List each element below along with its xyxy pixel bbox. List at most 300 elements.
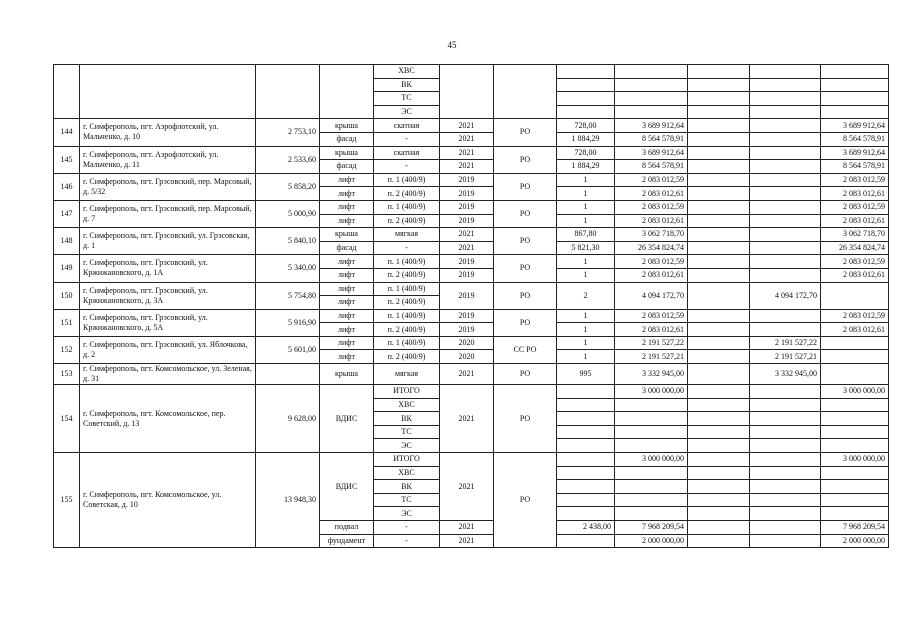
cell-quantity: 1 bbox=[557, 187, 615, 201]
cell-number: 153 bbox=[54, 364, 80, 385]
cell-area: 5 340,00 bbox=[256, 255, 320, 282]
cell-work-type: п. 1 (400/9) bbox=[374, 309, 440, 323]
cell-quantity: 1 bbox=[557, 200, 615, 214]
cell-source: РО bbox=[494, 282, 557, 309]
cell-address: г. Симферополь, пгт. Комсомольское, ул. Советская, д. 10 bbox=[80, 453, 256, 548]
cell-cost bbox=[615, 92, 688, 106]
cell-quantity: 5 821,30 bbox=[557, 241, 615, 255]
cell-cost-1 bbox=[688, 336, 750, 350]
cell-cost-2 bbox=[750, 132, 821, 146]
cell-element: лифт bbox=[320, 268, 374, 282]
cell-quantity bbox=[557, 385, 615, 399]
cell-address: г. Симферополь, пгт. Грэсовский, ул. Кржижановского, д. 5А bbox=[80, 309, 256, 336]
cell-quantity bbox=[557, 105, 615, 119]
cell-cost-3: 2 083 012,61 bbox=[821, 214, 889, 228]
cell-element: фасад bbox=[320, 241, 374, 255]
cell-number bbox=[54, 65, 80, 119]
cell-address: г. Симферополь, пгт. Аэрофлотский, ул. Мальченко, д. 10 bbox=[80, 119, 256, 146]
cell-cost bbox=[615, 466, 688, 480]
cell-cost bbox=[615, 439, 688, 453]
cell-cost: 4 094 172,70 bbox=[615, 282, 688, 309]
cell-work-type: ИТОГО bbox=[374, 453, 440, 467]
cell-work-type: п. 2 (400/9) bbox=[374, 323, 440, 337]
cell-area: 5 000,90 bbox=[256, 200, 320, 227]
cell-cost-1 bbox=[688, 228, 750, 242]
cell-cost-1 bbox=[688, 398, 750, 412]
cell-cost-1 bbox=[688, 268, 750, 282]
cell-address: г. Симферополь, пгт. Грэсовский, ул. Кржижановского, д. 3А bbox=[80, 282, 256, 309]
cell-source: РО bbox=[494, 364, 557, 385]
cell-cost-2 bbox=[750, 119, 821, 133]
cell-cost-2 bbox=[750, 200, 821, 214]
cell-quantity bbox=[557, 507, 615, 521]
cell-cost-1 bbox=[688, 173, 750, 187]
cell-cost: 2 191 527,22 bbox=[615, 336, 688, 350]
cell-quantity bbox=[557, 65, 615, 79]
cell-work-type: п. 2 (400/9) bbox=[374, 187, 440, 201]
cell-cost-3: 2 083 012,59 bbox=[821, 309, 889, 323]
cell-work-type: - bbox=[374, 160, 440, 174]
cell-quantity: 1 bbox=[557, 309, 615, 323]
cell-year bbox=[440, 65, 494, 119]
cell-cost: 2 000 000,00 bbox=[615, 534, 688, 548]
cell-source bbox=[494, 65, 557, 119]
cell-cost-3 bbox=[821, 466, 889, 480]
cell-cost-1 bbox=[688, 323, 750, 337]
cell-work-type: ВК bbox=[374, 480, 440, 494]
table-row bbox=[54, 385, 889, 399]
cell-cost-2 bbox=[750, 453, 821, 467]
cell-work-type: п. 2 (400/9) bbox=[374, 350, 440, 364]
cell-cost-2 bbox=[750, 65, 821, 79]
cell-work-type: п. 1 (400/9) bbox=[374, 336, 440, 350]
cell-element: лифт bbox=[320, 309, 374, 323]
cell-cost-2 bbox=[750, 241, 821, 255]
cell-cost-1 bbox=[688, 412, 750, 426]
cell-cost bbox=[615, 493, 688, 507]
cell-cost-3 bbox=[821, 439, 889, 453]
cell-quantity: 1 bbox=[557, 336, 615, 350]
cell-cost-2 bbox=[750, 228, 821, 242]
cell-cost-2: 2 191 527,21 bbox=[750, 350, 821, 364]
cell-year: 2021 bbox=[440, 453, 494, 521]
cell-cost-1 bbox=[688, 385, 750, 399]
page-number: 45 bbox=[447, 40, 457, 50]
cell-cost-3: 2 083 012,59 bbox=[821, 173, 889, 187]
cell-area bbox=[256, 364, 320, 385]
cell-year: 2021 bbox=[440, 385, 494, 453]
cell-work-type: п. 1 (400/9) bbox=[374, 255, 440, 269]
cell-cost: 26 354 824,74 bbox=[615, 241, 688, 255]
cell-cost-3: 3 689 912,64 bbox=[821, 146, 889, 160]
cell-element: лифт bbox=[320, 336, 374, 350]
cell-cost-3: 2 083 012,59 bbox=[821, 200, 889, 214]
cell-year: 2019 bbox=[440, 268, 494, 282]
cell-work-type: ВК bbox=[374, 78, 440, 92]
cell-work-type: - bbox=[374, 521, 440, 535]
cell-cost-1 bbox=[688, 282, 750, 309]
cell-quantity: 1 bbox=[557, 173, 615, 187]
cell-element: лифт bbox=[320, 187, 374, 201]
cell-quantity: 1 bbox=[557, 268, 615, 282]
cell-cost-3 bbox=[821, 425, 889, 439]
cell-cost: 2 083 012,59 bbox=[615, 200, 688, 214]
table-row bbox=[54, 364, 889, 385]
table-body bbox=[54, 65, 889, 548]
cell-cost-2 bbox=[750, 309, 821, 323]
cell-cost-3: 26 354 824,74 bbox=[821, 241, 889, 255]
cell-cost bbox=[615, 65, 688, 79]
cell-cost-3: 2 083 012,61 bbox=[821, 323, 889, 337]
cell-work-type: ТС bbox=[374, 493, 440, 507]
cell-cost-1 bbox=[688, 255, 750, 269]
cell-cost-1 bbox=[688, 439, 750, 453]
cell-work-type: п. 1 (400/9) bbox=[374, 200, 440, 214]
cell-quantity: 1 bbox=[557, 350, 615, 364]
cell-address bbox=[80, 65, 256, 119]
cell-work-type: п. 2 (400/9) bbox=[374, 296, 440, 310]
cell-cost: 2 083 012,61 bbox=[615, 214, 688, 228]
cell-work-type: - bbox=[374, 241, 440, 255]
cell-year: 2021 bbox=[440, 228, 494, 242]
table-row bbox=[54, 119, 889, 133]
cell-work-type: ЭС bbox=[374, 439, 440, 453]
cell-element: лифт bbox=[320, 350, 374, 364]
cell-cost bbox=[615, 507, 688, 521]
cell-cost-2 bbox=[750, 146, 821, 160]
cell-element: крыша bbox=[320, 364, 374, 385]
table-row bbox=[54, 228, 889, 242]
cell-source: РО bbox=[494, 453, 557, 548]
cell-quantity: 728,00 bbox=[557, 119, 615, 133]
cell-cost-3 bbox=[821, 507, 889, 521]
cell-cost-3 bbox=[821, 105, 889, 119]
cell-quantity: 2 bbox=[557, 282, 615, 309]
cell-work-type: ЭС bbox=[374, 507, 440, 521]
cell-address: г. Симферополь, пгт. Грэсовский, ул. Яблочкова, д. 2 bbox=[80, 336, 256, 363]
cell-cost: 2 083 012,61 bbox=[615, 323, 688, 337]
cell-cost-1 bbox=[688, 214, 750, 228]
cell-cost-2 bbox=[750, 323, 821, 337]
cell-quantity bbox=[557, 92, 615, 106]
cell-element: крыша bbox=[320, 119, 374, 133]
cell-year: 2021 bbox=[440, 146, 494, 160]
cell-cost: 2 191 527,21 bbox=[615, 350, 688, 364]
cell-source: РО bbox=[494, 119, 557, 146]
cell-element: фасад bbox=[320, 160, 374, 174]
table-row bbox=[54, 173, 889, 187]
cell-quantity: 1 bbox=[557, 214, 615, 228]
cell-cost-3: 2 083 012,59 bbox=[821, 255, 889, 269]
cell-element: подвал bbox=[320, 521, 374, 535]
cell-cost-3 bbox=[821, 282, 889, 309]
cell-element: лифт bbox=[320, 282, 374, 296]
cell-cost-1 bbox=[688, 78, 750, 92]
cell-year: 2021 bbox=[440, 521, 494, 535]
table-row bbox=[54, 309, 889, 323]
cell-cost-3 bbox=[821, 364, 889, 385]
cell-cost: 7 968 209,54 bbox=[615, 521, 688, 535]
cell-source: РО bbox=[494, 255, 557, 282]
cell-cost-3: 3 000 000,00 bbox=[821, 453, 889, 467]
cell-cost-2 bbox=[750, 507, 821, 521]
cell-work-type: п. 1 (400/9) bbox=[374, 173, 440, 187]
cell-cost-3: 7 968 209,54 bbox=[821, 521, 889, 535]
cell-cost bbox=[615, 78, 688, 92]
cell-cost bbox=[615, 412, 688, 426]
cell-area: 5 916,90 bbox=[256, 309, 320, 336]
cell-year: 2021 bbox=[440, 534, 494, 548]
cell-cost-2 bbox=[750, 187, 821, 201]
cell-cost: 3 000 000,00 bbox=[615, 453, 688, 467]
cell-cost-2 bbox=[750, 534, 821, 548]
cell-cost-1 bbox=[688, 534, 750, 548]
cell-cost: 3 000 000,00 bbox=[615, 385, 688, 399]
cell-cost-1 bbox=[688, 200, 750, 214]
cell-source: СС РО bbox=[494, 336, 557, 363]
cell-element: крыша bbox=[320, 228, 374, 242]
cell-quantity: 2 438,00 bbox=[557, 521, 615, 535]
cell-cost-3: 3 689 912,64 bbox=[821, 119, 889, 133]
cell-quantity bbox=[557, 453, 615, 467]
cell-cost-2 bbox=[750, 173, 821, 187]
cell-cost-1 bbox=[688, 146, 750, 160]
cell-quantity bbox=[557, 78, 615, 92]
cell-cost-1 bbox=[688, 309, 750, 323]
cell-cost-1 bbox=[688, 466, 750, 480]
cell-cost-2 bbox=[750, 385, 821, 399]
cell-area: 5 858,20 bbox=[256, 173, 320, 200]
cell-cost: 2 083 012,61 bbox=[615, 268, 688, 282]
cell-element: лифт bbox=[320, 200, 374, 214]
cell-cost-2 bbox=[750, 268, 821, 282]
cell-area: 5 754,80 bbox=[256, 282, 320, 309]
cell-element bbox=[320, 65, 374, 119]
cell-address: г. Симферополь, пгт. Комсомольское, пер. Советский, д. 13 bbox=[80, 385, 256, 453]
cell-cost-1 bbox=[688, 105, 750, 119]
cell-cost bbox=[615, 425, 688, 439]
cell-cost-3 bbox=[821, 336, 889, 350]
cell-year: 2019 bbox=[440, 187, 494, 201]
cell-work-type: ХВС bbox=[374, 398, 440, 412]
cell-work-type: - bbox=[374, 132, 440, 146]
cell-address: г. Симферополь, пгт. Грэсовский, пер. Марсовый, д. 5/32 bbox=[80, 173, 256, 200]
cell-element: фасад bbox=[320, 132, 374, 146]
cell-source: РО bbox=[494, 173, 557, 200]
cell-cost-2 bbox=[750, 425, 821, 439]
cell-cost-2 bbox=[750, 214, 821, 228]
cell-cost-1 bbox=[688, 480, 750, 494]
capital-repair-table bbox=[53, 64, 889, 548]
cell-quantity: 1 884,29 bbox=[557, 132, 615, 146]
cell-cost-2 bbox=[750, 255, 821, 269]
cell-cost-2 bbox=[750, 480, 821, 494]
cell-source: РО bbox=[494, 309, 557, 336]
cell-cost-1 bbox=[688, 350, 750, 364]
cell-number: 147 bbox=[54, 200, 80, 227]
cell-year: 2019 bbox=[440, 214, 494, 228]
cell-address: г. Симферополь, пгт. Грэсовский, пер. Марсовый, д. 7 bbox=[80, 200, 256, 227]
cell-cost-2 bbox=[750, 466, 821, 480]
cell-work-type: ЭС bbox=[374, 105, 440, 119]
cell-area: 2 753,10 bbox=[256, 119, 320, 146]
cell-cost: 2 083 012,59 bbox=[615, 173, 688, 187]
cell-element: крыша bbox=[320, 146, 374, 160]
cell-element: лифт bbox=[320, 255, 374, 269]
cell-number: 144 bbox=[54, 119, 80, 146]
cell-quantity: 867,80 bbox=[557, 228, 615, 242]
cell-number: 146 bbox=[54, 173, 80, 200]
cell-year: 2019 bbox=[440, 173, 494, 187]
cell-quantity bbox=[557, 480, 615, 494]
cell-source: РО bbox=[494, 146, 557, 173]
cell-cost-2 bbox=[750, 521, 821, 535]
cell-cost-3: 8 564 578,91 bbox=[821, 132, 889, 146]
cell-element: лифт bbox=[320, 296, 374, 310]
cell-element: лифт bbox=[320, 214, 374, 228]
cell-cost-1 bbox=[688, 160, 750, 174]
cell-quantity bbox=[557, 493, 615, 507]
cell-cost-1 bbox=[688, 425, 750, 439]
cell-cost-3 bbox=[821, 65, 889, 79]
cell-cost: 2 083 012,59 bbox=[615, 309, 688, 323]
cell-work-type: п. 1 (400/9) bbox=[374, 282, 440, 296]
cell-cost-3 bbox=[821, 480, 889, 494]
cell-quantity: 728,00 bbox=[557, 146, 615, 160]
cell-number: 155 bbox=[54, 453, 80, 548]
cell-number: 149 bbox=[54, 255, 80, 282]
cell-year: 2019 bbox=[440, 323, 494, 337]
cell-work-type: мягкая bbox=[374, 228, 440, 242]
cell-quantity: 1 bbox=[557, 255, 615, 269]
cell-quantity: 1 884,29 bbox=[557, 160, 615, 174]
cell-cost-3: 2 083 012,61 bbox=[821, 187, 889, 201]
cell-cost-2 bbox=[750, 398, 821, 412]
cell-address: г. Симферополь, пгт. Комсомольское, ул. Зеленая, д. 31 bbox=[80, 364, 256, 385]
cell-number: 145 bbox=[54, 146, 80, 173]
cell-cost-2 bbox=[750, 412, 821, 426]
cell-cost-3: 2 000 000,00 bbox=[821, 534, 889, 548]
table-row bbox=[54, 146, 889, 160]
cell-cost-2 bbox=[750, 105, 821, 119]
table-row bbox=[54, 336, 889, 350]
cell-cost-1 bbox=[688, 507, 750, 521]
cell-quantity bbox=[557, 466, 615, 480]
cell-area: 5 601,00 bbox=[256, 336, 320, 363]
cell-year: 2019 bbox=[440, 309, 494, 323]
table-row bbox=[54, 453, 889, 467]
cell-cost-2: 2 191 527,22 bbox=[750, 336, 821, 350]
cell-cost-2: 3 332 945,00 bbox=[750, 364, 821, 385]
cell-cost-1 bbox=[688, 65, 750, 79]
cell-year: 2020 bbox=[440, 336, 494, 350]
cell-quantity bbox=[557, 439, 615, 453]
cell-cost-3: 8 564 578,91 bbox=[821, 160, 889, 174]
cell-cost-1 bbox=[688, 92, 750, 106]
cell-number: 148 bbox=[54, 228, 80, 255]
cell-number: 150 bbox=[54, 282, 80, 309]
cell-address: г. Симферополь, пгт. Аэрофлотский, ул. Мальченко, д. 11 bbox=[80, 146, 256, 173]
cell-cost-2 bbox=[750, 493, 821, 507]
cell-element: ВДИС bbox=[320, 453, 374, 521]
table-row bbox=[54, 200, 889, 214]
cell-element: лифт bbox=[320, 323, 374, 337]
cell-area: 13 948,30 bbox=[256, 453, 320, 548]
cell-cost-1 bbox=[688, 493, 750, 507]
cell-work-type: п. 2 (400/9) bbox=[374, 214, 440, 228]
cell-quantity: 995 bbox=[557, 364, 615, 385]
cell-address: г. Симферополь, пгт. Грэсовский, ул. Кржижановского, д. 1А bbox=[80, 255, 256, 282]
cell-work-type: скатная bbox=[374, 119, 440, 133]
cell-work-type: мягкая bbox=[374, 364, 440, 385]
cell-quantity bbox=[557, 534, 615, 548]
cell-quantity bbox=[557, 412, 615, 426]
cell-cost-1 bbox=[688, 453, 750, 467]
cell-year: 2019 bbox=[440, 282, 494, 309]
cell-element: ВДИС bbox=[320, 385, 374, 453]
cell-number: 154 bbox=[54, 385, 80, 453]
cell-number: 151 bbox=[54, 309, 80, 336]
cell-cost: 8 564 578,91 bbox=[615, 160, 688, 174]
cell-source: РО bbox=[494, 228, 557, 255]
cell-cost-3: 3 062 718,70 bbox=[821, 228, 889, 242]
cell-work-type: ТС bbox=[374, 92, 440, 106]
cell-work-type: ВК bbox=[374, 412, 440, 426]
cell-cost-1 bbox=[688, 132, 750, 146]
cell-cost-1 bbox=[688, 364, 750, 385]
cell-year: 2019 bbox=[440, 200, 494, 214]
cell-cost-3 bbox=[821, 412, 889, 426]
cell-cost: 2 083 012,61 bbox=[615, 187, 688, 201]
cell-cost: 3 689 912,64 bbox=[615, 119, 688, 133]
cell-area: 2 533,60 bbox=[256, 146, 320, 173]
cell-year: 2019 bbox=[440, 255, 494, 269]
cell-cost-2 bbox=[750, 160, 821, 174]
cell-cost: 8 564 578,91 bbox=[615, 132, 688, 146]
cell-number: 152 bbox=[54, 336, 80, 363]
cell-cost-1 bbox=[688, 187, 750, 201]
cell-cost-3 bbox=[821, 493, 889, 507]
cell-quantity: 1 bbox=[557, 323, 615, 337]
cell-work-type: ИТОГО bbox=[374, 385, 440, 399]
table-row bbox=[54, 65, 889, 79]
cell-quantity bbox=[557, 425, 615, 439]
cell-cost: 3 689 912,64 bbox=[615, 146, 688, 160]
cell-element: лифт bbox=[320, 173, 374, 187]
cell-cost bbox=[615, 105, 688, 119]
cell-area: 5 840,10 bbox=[256, 228, 320, 255]
cell-source: РО bbox=[494, 385, 557, 453]
cell-cost: 3 062 718,70 bbox=[615, 228, 688, 242]
cell-work-type: ХВС bbox=[374, 466, 440, 480]
cell-cost-2 bbox=[750, 439, 821, 453]
cell-cost: 3 332 945,00 bbox=[615, 364, 688, 385]
cell-work-type: скатная bbox=[374, 146, 440, 160]
cell-element: фундамент bbox=[320, 534, 374, 548]
cell-cost-3: 2 083 012,61 bbox=[821, 268, 889, 282]
cell-cost: 2 083 012,59 bbox=[615, 255, 688, 269]
cell-year: 2021 bbox=[440, 119, 494, 133]
cell-year: 2021 bbox=[440, 241, 494, 255]
cell-year: 2021 bbox=[440, 160, 494, 174]
cell-area: 9 628,00 bbox=[256, 385, 320, 453]
cell-work-type: - bbox=[374, 534, 440, 548]
cell-work-type: ХВС bbox=[374, 65, 440, 79]
cell-cost-1 bbox=[688, 241, 750, 255]
cell-cost-3 bbox=[821, 78, 889, 92]
cell-work-type: ТС bbox=[374, 425, 440, 439]
cell-year: 2021 bbox=[440, 132, 494, 146]
